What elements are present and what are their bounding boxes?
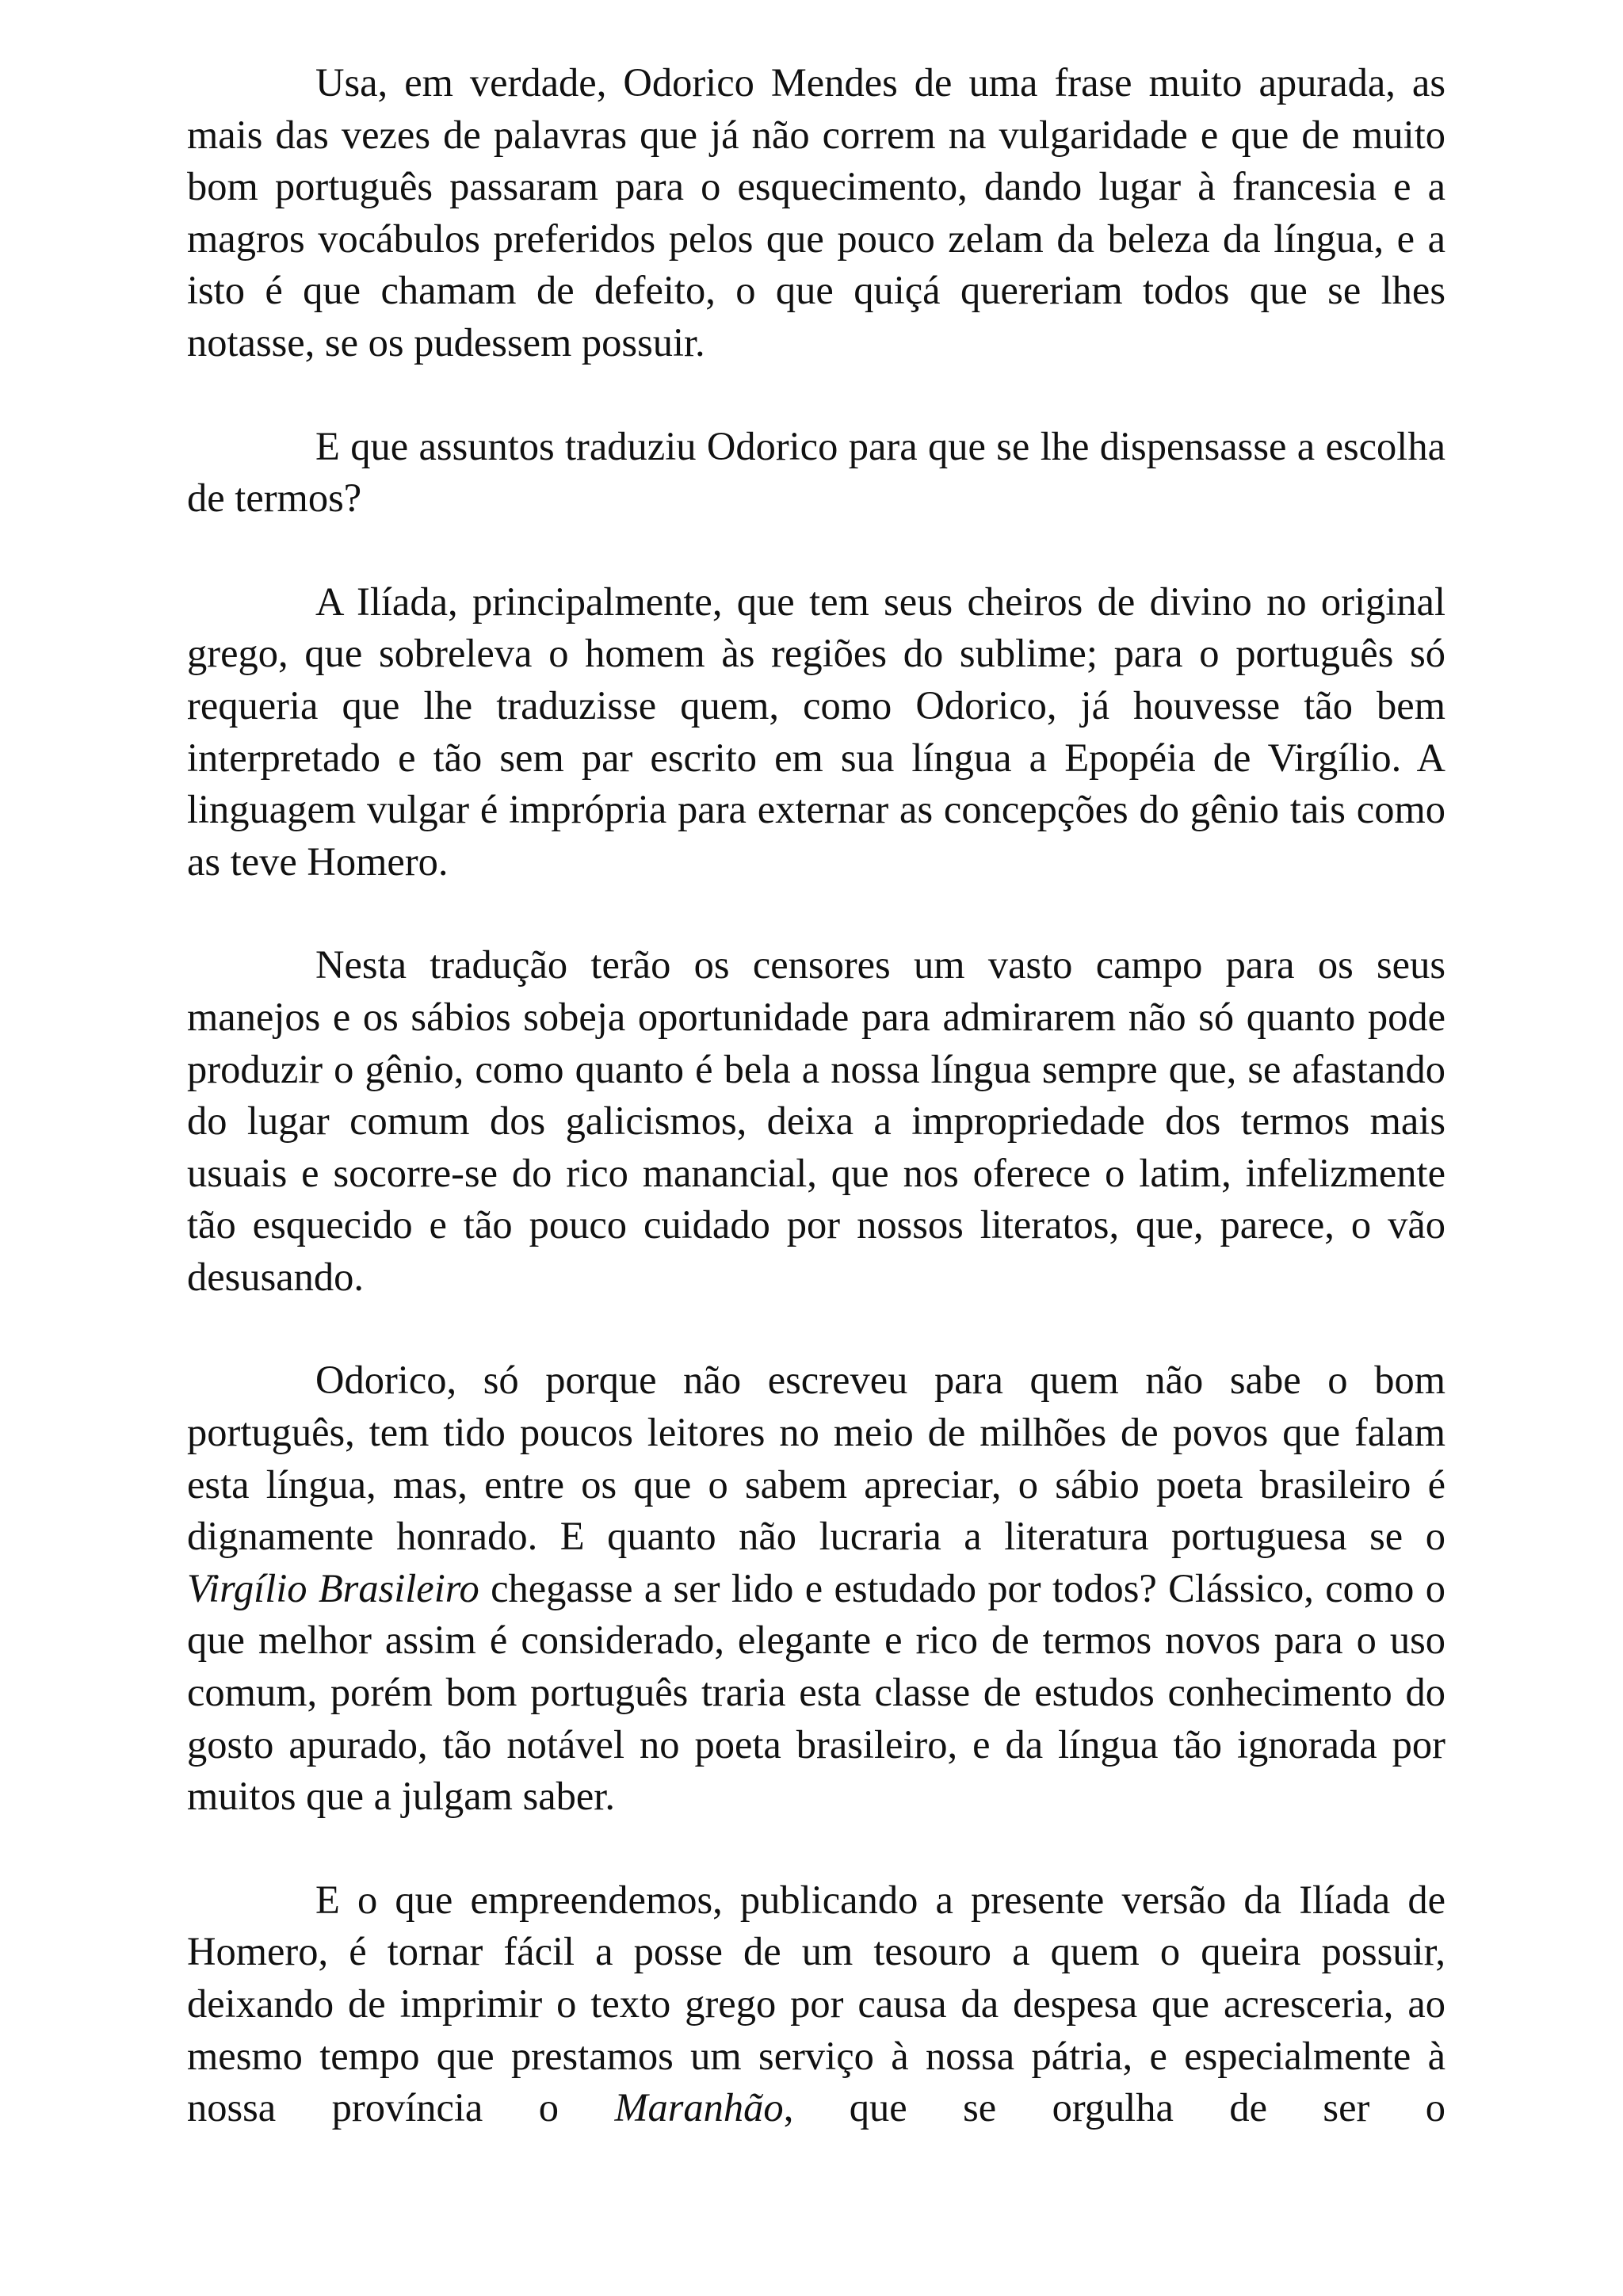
- paragraph: [187, 1874, 1445, 2134]
- text-run: E o que empreendemos, publicando a presente versão da Ilíada de Homero, é tornar fácil a posse de um tesouro a quem o queira possuir, deixando de imprimir o texto grego por causa da despesa que acresceria, ao mesmo tempo que prestamos um serviço à nossa pátria, e especialmente à nossa província o: [187, 1877, 1445, 2130]
- paragraph: [187, 421, 1445, 525]
- italic-place-maranhao: Maranhão: [614, 2085, 784, 2130]
- text-run: A Ilíada, principalmente, que tem seus cheiros de divino no original grego, que sobreleva o homem às regiões do sublime; para o português só requeria que lhe traduzisse quem, como Odorico, já houvesse tão bem interpretado e tão sem par escrito em sua língua a Epopéia de Virgílio. A linguagem vulgar é imprópria para externar as concepções do gênio tais como as teve Homero.: [187, 579, 1445, 884]
- text-run: , que se orgulha de ser o: [783, 2085, 1445, 2130]
- text-run: chegasse a ser lido e estudado por todos? Clássico, como o que melhor assim é considerado, elegante e rico de termos novos para o uso comum, porém bom português traria esta classe de estudos conhecimento do gosto apurado, tão notável no poeta brasileiro, e da língua tão ignorada por muitos que a julgam saber.: [187, 1565, 1445, 1819]
- text-run: Odorico, só porque não escreveu para quem não sabe o bom português, tem tido poucos leitores no meio de milhões de povos que falam esta língua, mas, entre os que o sabem apreciar, o sábio poeta brasileiro é dignamente honrado. E quanto não lucraria a literatura portuguesa se o: [187, 1358, 1445, 1559]
- document-page: [187, 57, 1445, 2134]
- text-run: Usa, em verdade, Odorico Mendes de uma frase muito apurada, as mais das vezes de palavras que já não correm na vulgaridade e que de muito bom português passaram para o esquecimento, dando lugar à francesia e a magros vocábulos preferidos pelos que pouco zelam da beleza da língua, e a isto é que chamam de defeito, o que quiçá quereriam todos que se lhes notasse, se os pudessem possuir.: [187, 60, 1445, 365]
- paragraph: [187, 576, 1445, 888]
- italic-title-virgilio-brasileiro: Virgílio Brasileiro: [187, 1565, 479, 1610]
- paragraph: [187, 939, 1445, 1303]
- text-run: E que assuntos traduziu Odorico para que se lhe dispensasse a escolha de termos?: [187, 423, 1445, 521]
- text-run: Nesta tradução terão os censores um vasto campo para os seus manejos e os sábios sobeja oportunidade para admirarem não só quanto pode produzir o gênio, como quanto é bela a nossa língua sempre que, se afastando do lugar comum dos galicismos, deixa a impropriedade dos termos mais usuais e socorre-se do rico manancial, que nos oferece o latim, infelizmente tão esquecido e tão pouco cuidado por nossos literatos, que, parece, o vão desusando.: [187, 942, 1445, 1299]
- paragraph: [187, 1354, 1445, 1822]
- paragraph: [187, 57, 1445, 369]
